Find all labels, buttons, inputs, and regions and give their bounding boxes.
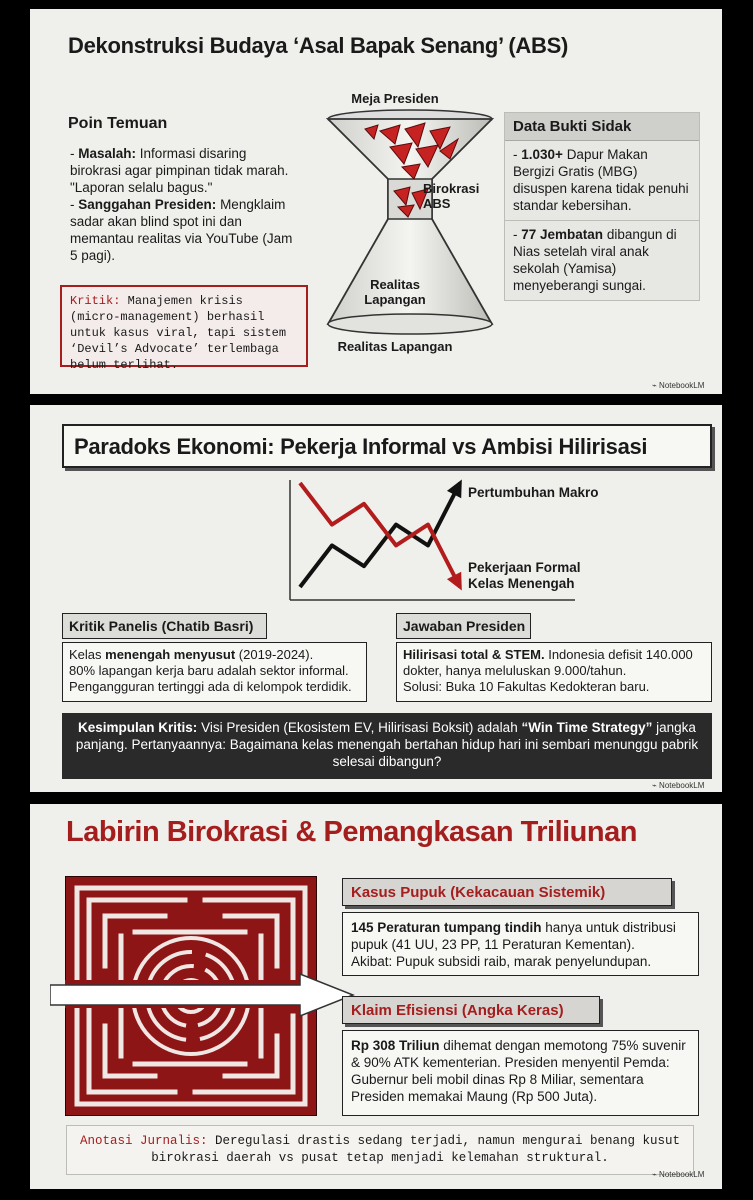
list-item: - Masalah: Informasi disaring birokrasi agar pimpinan tidak marah. "Laporan selalu bagus." xyxy=(70,146,289,195)
kritik-text: Manajemen krisis (micro-management) berhasil untuk kasus viral, tapi sistem ‘Devil’s Advocate’ terlembaga belum terlihat. xyxy=(70,294,287,372)
jawaban-presiden-box xyxy=(396,642,712,702)
slide-abs xyxy=(30,9,722,394)
klaim-efisiensi-tab: Klaim Efisiensi (Angka Keras) xyxy=(342,996,600,1024)
slide-title: Labirin Birokrasi & Pemangkasan Triliunan xyxy=(66,816,637,848)
data-bukti-box xyxy=(504,112,700,301)
notebooklm-watermark: ⌁ NotebookLM xyxy=(652,1170,705,1179)
kasus-pupuk-tab: Kasus Pupuk (Kekacauan Sistemik) xyxy=(342,878,672,906)
data-bukti-heading: Data Bukti Sidak xyxy=(505,113,699,141)
slide-labirin xyxy=(30,804,722,1189)
hourglass-inside-label: Realitas Lapangan xyxy=(364,277,426,307)
hourglass-illustration xyxy=(320,109,500,344)
notebooklm-watermark: ⌁ NotebookLM xyxy=(652,781,705,790)
series-label-up: Pertumbuhan Makro xyxy=(468,485,599,500)
list-item: - Sanggahan Presiden: Mengklaim sadar akan blind spot ini dan memantau realitas via YouTube (Jam 5 pagi). xyxy=(70,197,293,263)
kritik-panelis-box xyxy=(62,642,367,702)
series-label-down-2: Kelas Menengah xyxy=(468,576,575,591)
hourglass-bottom-label: Realitas Lapangan xyxy=(337,339,453,354)
kritik-panelis-tab: Kritik Panelis (Chatib Basri) xyxy=(62,613,267,639)
kritik-label: Kritik: xyxy=(70,294,121,308)
arrow-icon xyxy=(50,972,355,1018)
series-label-down-1: Pekerjaan Formal xyxy=(468,560,581,575)
poin-temuan-list xyxy=(70,145,300,264)
series-line-up xyxy=(300,483,460,587)
anotasi-text: Deregulasi drastis sedang terjadi, namun mengurai benang kusut birokrasi daerah vs pusat tetap menjadi kelemahan struktural. xyxy=(151,1134,681,1165)
series-line-down xyxy=(300,483,460,587)
list-item: 80% lapangan kerja baru adalah sektor informal. xyxy=(69,663,349,678)
list-item: Solusi: Buka 10 Fakultas Kedokteran baru. xyxy=(403,679,650,694)
notebooklm-watermark: ⌁ NotebookLM xyxy=(652,381,705,390)
list-item: Kelas menengah menyusut (2019-2024). xyxy=(69,647,314,662)
slide-paradoks xyxy=(30,405,722,792)
poin-temuan-heading: Poin Temuan xyxy=(68,115,168,132)
list-item: Hilirisasi total & STEM. Indonesia defisit 140.000 dokter, hanya meluluskan 9.000/tahun. xyxy=(403,647,693,678)
klaim-efisiensi-box: Rp 308 Triliun dihemat dengan memotong 75% suvenir & 90% ATK kementerian. Presiden menyentil Pemda: Gubernur beli mobil dinas Rp 8 Miliar, sementara Presiden memakai Maung (Rp 500 Juta). xyxy=(342,1030,699,1116)
slide-title: Paradoks Ekonomi: Pekerja Informal vs Ambisi Hilirisasi xyxy=(62,424,712,468)
anotasi-label: Anotasi Jurnalis: xyxy=(79,1134,208,1148)
kritik-box xyxy=(60,285,308,372)
hourglass-top-label: Meja Presiden xyxy=(351,91,439,106)
hourglass-mid-label: Birokrasi ABS xyxy=(423,181,480,211)
list-item: - 77 Jembatan dibangun di Nias setelah viral anak sekolah (Yamisa) menyeberangi sungai. xyxy=(505,220,699,300)
jawaban-presiden-tab: Jawaban Presiden xyxy=(396,613,531,639)
list-item: - 1.030+ Dapur Makan Bergizi Gratis (MBG) disuspen karena tidak penuhi standar kebersihan. xyxy=(513,147,689,213)
kasus-pupuk-box: 145 Peraturan tumpang tindih hanya untuk distribusi pupuk (41 UU, 23 PP, 11 Peraturan Kementan). Akibat: Pupuk subsidi raib, marak penyelundupan. xyxy=(342,912,699,976)
list-item: Pengangguran tertinggi ada di kelompok terdidik. xyxy=(69,679,352,694)
kesimpulan-kritis-banner: Kesimpulan Kritis: Visi Presiden (Ekosistem EV, Hilirisasi Boksit) adalah “Win Time Strategy” jangka panjang. Pertanyaannya: Bagaimana kelas menengah bertahan hidup hari ini sembari menunggu pabrik selesai dibangun? xyxy=(62,713,712,779)
slide-title: Dekonstruksi Budaya ‘Asal Bapak Senang’ (ABS) xyxy=(68,33,568,58)
anotasi-jurnalis-box xyxy=(66,1125,694,1175)
